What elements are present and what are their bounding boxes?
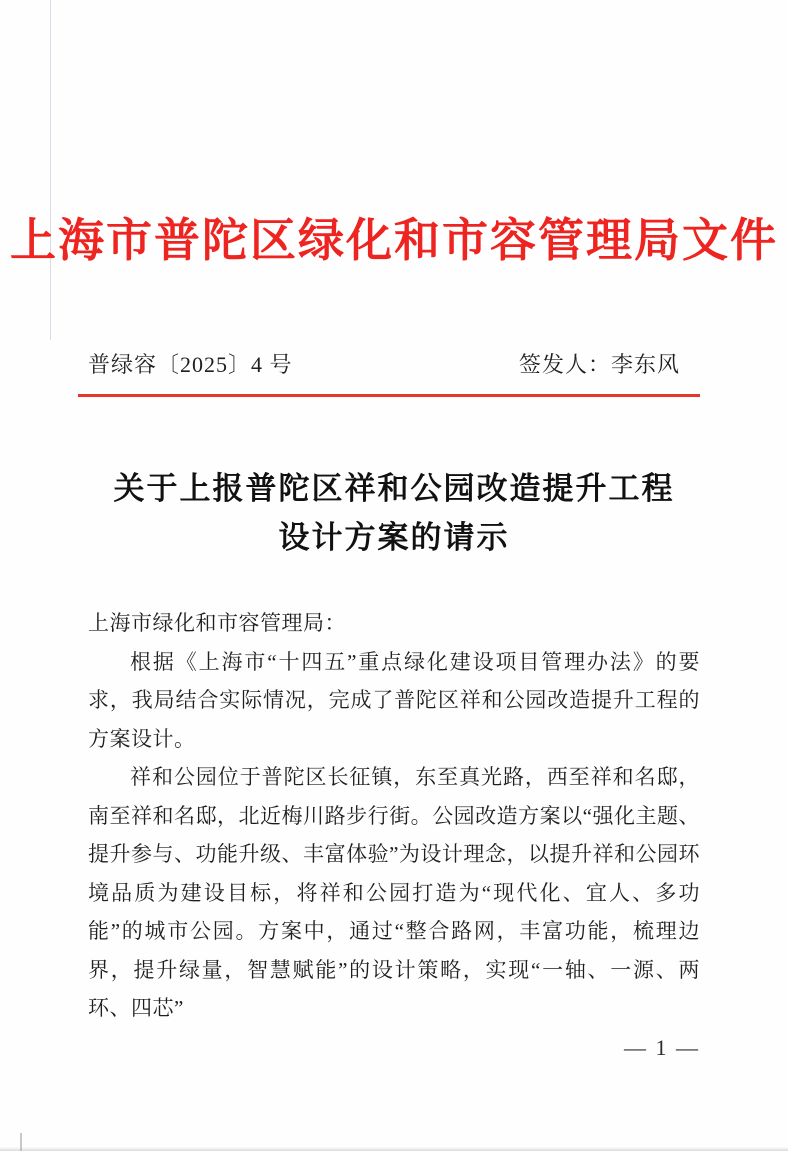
document-info-row bbox=[88, 349, 680, 381]
signer-label: 签发人： bbox=[518, 352, 611, 377]
body-paragraph: 祥和公园位于普陀区长征镇，东至真光路，西至祥和名邸，南至祥和名邸，北近梅川路步行街。公园改造方案以“强化主题、提升参与、功能升级、丰富体验”为设计理念，以提升祥和公园环境品质为建设目标，将祥和公园打造为“现代化、宜人、多功能”的城市公园。方案中，通过“整合路网，丰富功能，梳理边界，提升绿量，智慧赋能”的设计策略，实现“一轴、一源、两环、四芯” bbox=[88, 765, 700, 1020]
body-paragraph: 根据《上海市“十四五”重点绿化建设项目管理办法》的要求，我局结合实际情况，完成了普陀区祥和公园改造提升工程的方案设计。 bbox=[88, 649, 700, 751]
document-title-line2: 设计方案的请示 bbox=[278, 520, 510, 555]
signer-name: 李东风 bbox=[610, 352, 680, 377]
scan-artifact-bottom-edge bbox=[0, 1147, 788, 1151]
document-title-line1: 关于上报普陀区祥和公园改造提升工程 bbox=[113, 471, 675, 506]
agency-letterhead: 上海市普陀区绿化和市容管理局文件 bbox=[10, 215, 778, 266]
salutation: 上海市绿化和市容管理局： bbox=[88, 611, 346, 635]
document-body bbox=[88, 604, 700, 1028]
signer bbox=[519, 349, 680, 381]
document-number: 普绿容〔2025〕4 号 bbox=[88, 352, 293, 377]
page-number: — 1 — bbox=[624, 1035, 700, 1060]
document-title bbox=[0, 464, 788, 562]
scan-artifact-vertical-line bbox=[50, 0, 51, 340]
red-divider-rule bbox=[78, 394, 700, 397]
